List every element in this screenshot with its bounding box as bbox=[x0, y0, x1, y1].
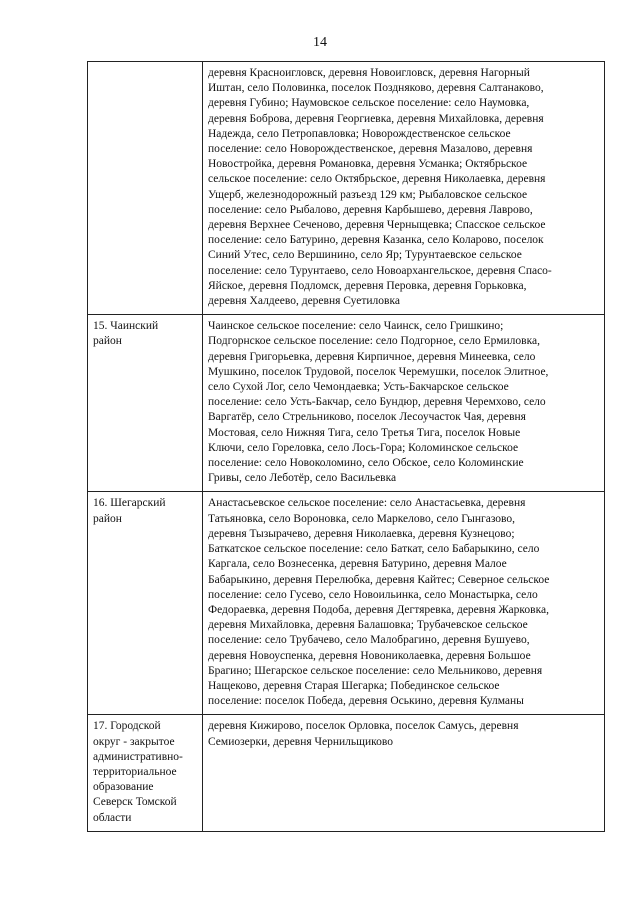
settlements-cell: Чаинское сельское поселение: село Чаинск, село Гришкино; Подгорнское сельское поселение: село Подгорное, село Ермиловка, деревня Григорьевка, деревня Кирпичное, деревня Минеевка, село Мушкино, поселок Трудовой, поселок Черемушки, поселок Элитное, село Сухой Лог, село Чемондаевка; Усть-Бакчарское сельское поселение: село Усть-Бакчар, село Бундюр, деревня Черемхово, село Варгатёр, село Стрельниково, поселок Лесоучасток Чая, деревня Мостовая, село Нижняя Тига, село Третья Тига, поселок Новые Ключи, село Гореловка, село Лось-Гора; Коломинское сельское поселение: село Новоколомино, село Обское, село Коломинские Гривы, село Леботёр, село Васильевка bbox=[203, 315, 605, 492]
settlements-table bbox=[87, 61, 605, 832]
page-number: 14 bbox=[313, 35, 327, 50]
settlements-cell: деревня Кижирово, поселок Орловка, поселок Самусь, деревня Семиозерки, деревня Чернильщиково bbox=[203, 715, 605, 831]
settlements-cell: деревня Красноигловск, деревня Новоигловск, деревня Нагорный Иштан, село Половинка, поселок Поздняково, деревня Салтанаково, деревня Губино; Наумовское сельское поселение: село Наумовка, деревня Боброва, деревня Георгиевка, деревня Михайловка, деревня Надежда, село Петропавловка; Новорождественское сельское поселение: село Новорождественское, деревня Мазалово, деревня Новостройка, деревня Романовка, деревня Усманка; Октябрьское сельское поселение: село Октябрьское, деревня Николаевка, деревня Ущерб, железнодорожный разъезд 129 км; Рыбаловское сельское поселение: село Рыбалово, деревня Карбышево, деревня Лаврово, деревня Верхнее Сеченово, деревня Черныщевка; Спасское сельское поселение: село Батурино, деревня Казанка, село Коларово, поселок Синий Утес, село Вершинино, село Яр; Турунтаевское сельское поселение: село Турунтаево, село Новоархангельское, деревня Спасо- Яйское, деревня Подломск, деревня Перовка, деревня Горьковка, деревня Халдеево, деревня Суетиловка bbox=[203, 62, 605, 315]
region-cell: 17. Городской округ - закрытое административно- территориальное образование Северск Томской области bbox=[88, 715, 203, 831]
region-cell: 15. Чаинский район bbox=[88, 315, 203, 492]
table-row bbox=[88, 62, 605, 315]
table-row bbox=[88, 315, 605, 492]
settlements-cell: Анастасьевское сельское поселение: село Анастасьевка, деревня Татьяновка, село Вороновка, село Маркелово, село Гынгазово, деревня Тызырачево, деревня Николаевка, деревня Кузнецово; Баткатское сельское поселение: село Баткат, село Бабарыкино, село Каргала, село Вознесенка, деревня Батурино, деревня Малое Бабарыкино, деревня Перелюбка, деревня Кайтес; Северное сельское поселение: село Гусево, село Новоильинка, село Монастырка, село Федораевка, деревня Подоба, деревня Дегтяревка, деревня Жарковка, деревня Михайловка, деревня Балашовка; Трубачевское сельское поселение: село Трубачево, село Малобрагино, деревня Бушуево, деревня Новоуспенка, деревня Новониколаевка, деревня Большое Брагино; Шегарское сельское поселение: село Мельниково, деревня Нащеково, деревня Старая Шегарка; Побединское сельское поселение: поселок Победа, деревня Оськино, деревня Кулманы bbox=[203, 492, 605, 715]
table-row bbox=[88, 492, 605, 715]
region-cell bbox=[88, 62, 203, 315]
region-cell: 16. Шегарский район bbox=[88, 492, 203, 715]
table-row bbox=[88, 715, 605, 831]
